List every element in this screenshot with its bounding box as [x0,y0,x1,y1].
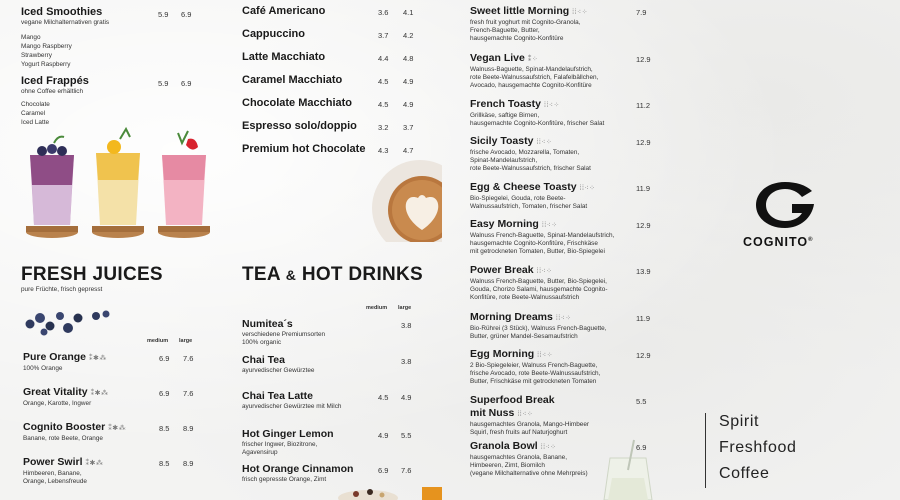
tagline-word: Coffee [719,465,770,482]
list-item [242,354,422,390]
diet-icons: ⁞⁞⁖⁘ [536,139,553,146]
juices-heading: FRESH JUICES [21,264,163,285]
flavor-item: Mango [21,34,41,41]
tea-heading-amp: & [285,267,297,283]
price-large: 4.9 [403,77,414,86]
item-name [470,52,660,66]
latte-art-image [368,160,442,242]
price-large: 7.6 [183,354,194,363]
price: 7.9 [636,8,647,17]
diet-icons: ⁑✱⁂ [85,460,104,467]
list-item [23,351,203,386]
item-desc: Walnuss French-Baguette, Butter, Bio-Spiegelei, Gouda, Chorizo Salami, hausgemachte Cognito- Konfitüre, rote Beete-Walnussaufstrich [470,278,608,301]
item-name: Latte Macchiato [242,51,326,63]
granola-image-fragment [318,484,442,500]
item-name-text: Power Break [470,264,534,276]
item-desc: Bio-Rührei (3 Stück), Walnuss French-Baguette, Butter, grüner Mandel-Sesamaufstrich [470,325,607,340]
price-medium: 6.9 [159,354,170,363]
price: 11.9 [636,314,651,323]
smoothie-cups-image [10,125,220,243]
price-large: 7.6 [183,389,194,398]
item-desc: fresh fruit yoghurt mit Cognito-Granola, French-Baguette, Butter, hausgemachte Cognito-Konfitüre [470,19,581,42]
item-name [470,218,660,232]
item-name: Chai Tea [242,354,285,366]
item-desc: Bio-Spiegelei, Gouda, rote Beete- Walnussaufstrich, Tomaten, frischer Salat [470,195,588,210]
flavor-item: Mango Raspberry [21,43,72,50]
list-item [242,28,422,51]
frappes-subtitle: ohne Coffee erhältlich [21,88,84,95]
price-large: 4.9 [403,100,414,109]
item-name: Café Americano [242,5,326,17]
item-desc: verschiedene Premiumsorten 100% organic [242,331,326,346]
item-name-text: Sweet little Morning [470,5,570,17]
item-desc: Banane, rote Beete, Orange [23,435,103,442]
item-desc: frisch gepresste Orange, Zimt [242,476,327,483]
diet-icons: ⁞⁞⁖⁘ [541,222,558,229]
tea-col-large: large [398,305,412,311]
blueberries-image [18,302,113,338]
price-large: 4.9 [401,393,412,402]
tea-heading-part: HOT DRINKS [301,264,424,285]
price: 12.9 [636,351,651,360]
item-desc: ayurvedischer Gewürztee [242,367,315,374]
juices-list [23,351,203,491]
flavor-item: Iced Latte [21,119,50,126]
price-large: 3.7 [403,123,414,132]
juices-col-medium: medium [147,338,169,344]
diet-icons: ⁞⁞⁖⁘ [555,315,572,322]
price: 13.9 [636,267,651,276]
list-item [242,390,422,428]
item-desc: frischer Ingwer, Biozitrone, Agavensirup [242,441,318,456]
diet-icons: ⁑✱⁂ [108,425,127,432]
frappes-price-large: 6.9 [181,79,192,88]
list-item [470,218,660,264]
item-name [23,421,203,435]
list-item [242,5,422,28]
price-large: 3.8 [401,321,412,330]
list-item [242,74,422,97]
list-item [242,428,422,463]
diet-icons: ⁞⁞⁖⁘ [544,102,560,109]
item-name: Chai Tea Latte [242,390,313,402]
list-item [470,311,660,348]
item-name [470,181,660,195]
brand-name [743,235,814,249]
coffee-list [242,5,422,166]
flavor-item: Strawberry [21,52,52,59]
smoothies-section [21,6,211,69]
item-name [470,135,660,149]
diet-icons: ⁞⁞⁖⁘ [572,9,589,16]
smoothies-price-large: 6.9 [181,10,192,19]
item-desc: Walnuss French-Baguette, Spinat-Mandelaufstrich, hausgemachte Cognito-Konfitüre, Frischkäse mit getrockneten Tomaten, Butter, Bio-Spiegelei [470,232,615,255]
price-medium: 4.5 [378,77,389,86]
brand-name-text: COGNITO [743,235,809,249]
item-name [23,386,203,400]
price-large: 4.8 [403,54,414,63]
list-item [470,264,660,311]
frappes-title: Iced Frappés [21,75,89,87]
tea-heading-part: TEA [242,264,281,285]
price: 6.9 [636,443,647,452]
item-name [470,264,660,278]
list-item [470,348,660,394]
diet-icons: ⁑⁘ [527,56,539,63]
diet-icons: ⁞⁞⁖⁘ [540,444,557,451]
list-item [470,98,660,135]
item-name: Espresso solo/doppio [242,120,357,132]
price-medium: 3.6 [378,8,389,17]
list-item [23,421,203,456]
frappes-flavors [21,100,211,127]
item-name-text: French Toasty [470,98,541,110]
flavor-item: Chocolate [21,101,50,108]
item-desc: ayurvedischer Gewürztee mit Milch [242,403,342,410]
item-name-text: Great Vitality [23,386,88,398]
smoothies-price-medium: 5.9 [158,10,169,19]
price: 5.5 [636,397,647,406]
list-item [470,52,660,98]
price-large: 4.7 [403,146,414,155]
price: 12.9 [636,221,651,230]
item-desc: 100% Orange [23,365,63,372]
item-name-text: Vegan Live [470,52,525,64]
tagline-divider [705,413,706,488]
smoothies-flavors [21,33,211,69]
registered-mark: ® [808,236,814,243]
price-large: 5.5 [401,431,412,440]
price: 11.9 [636,184,651,193]
frappes-section [21,75,211,127]
price: 11.2 [636,101,651,110]
item-desc: hausgemachtes Granola, Banane, Himbeeren, Zimt, Biomilch (vegane Milchalternative ohne Mehrpreis) [470,454,588,477]
item-name [470,311,660,325]
list-item [242,51,422,74]
brand-tagline [719,413,796,491]
item-name-text: Egg & Cheese Toasty [470,181,577,193]
item-name [470,394,660,421]
tea-heading [242,264,423,286]
item-name [470,5,660,19]
price-large: 7.6 [401,466,412,475]
flavor-item: Yogurt Raspberry [21,61,71,68]
list-item [242,120,422,143]
item-name: Hot Ginger Lemon [242,428,334,440]
item-name-text: Power Swirl [23,456,83,468]
diet-icons: ⁞⁞⁖⁘ [517,411,534,418]
list-item [242,318,422,354]
list-item [470,394,660,440]
glass-image-fragment [590,438,660,500]
price-medium: 6.9 [159,389,170,398]
list-item [470,135,660,181]
item-name [23,456,203,470]
price-medium: 4.4 [378,54,389,63]
tagline-word: Freshfood [719,439,797,456]
price: 12.9 [636,55,651,64]
item-desc: 2 Bio-Spiegeleier, Walnuss French-Baguette, frische Avocado, rote Beete-Walnussaufstrich, Butter, Frischkäse mit getrockneten Tomaten [470,362,601,385]
price-large: 3.8 [401,357,412,366]
food-list [470,5,660,480]
tea-col-medium: medium [366,305,388,311]
item-name: Chocolate Macchiato [242,97,353,109]
smoothies-title: Iced Smoothies [21,6,103,18]
price-medium: 4.9 [378,431,389,440]
price-large: 4.2 [403,31,414,40]
item-name-text: Egg Morning [470,348,535,360]
cognito-logo-icon [754,180,816,230]
price-medium: 8.5 [159,459,170,468]
price-medium: 8.5 [159,424,170,433]
price-medium: 3.7 [378,31,389,40]
price-large: 8.9 [183,459,194,468]
item-name: Premium hot Chocolate [242,143,366,155]
flavor-item: Caramel [21,110,46,117]
item-desc: frische Avocado, Mozzarella, Tomaten, Spinat-Mandelaufstrich, rote Beete-Walnussaufstrich, frischer Salat [470,149,591,172]
diet-icons: ⁑✱⁂ [89,355,107,362]
item-desc: Grillkäse, saftige Birnen, hausgemachte Cognito-Konfitüre, frischer Salat [470,112,605,127]
juices-subheading: pure Früchte, frisch gepresst [21,286,103,293]
price-large: 8.9 [183,424,194,433]
item-name: Caramel Macchiato [242,74,343,86]
diet-icons: ⁞⁞⁖⁘ [579,185,596,192]
price-medium: 6.9 [378,466,389,475]
item-name-text: Pure Orange [23,351,87,363]
item-desc: Orange, Karotte, Ingwer [23,400,92,407]
tea-list [242,318,422,493]
smoothies-subtitle: vegane Milchalternativen gratis [21,19,110,26]
item-name [470,348,660,362]
price-medium: 4.5 [378,100,389,109]
list-item [23,386,203,421]
price-large: 4.1 [403,8,414,17]
item-name-text: Easy Morning [470,218,539,230]
item-name: Cappuccino [242,28,305,40]
list-item [23,456,203,491]
price-medium: 4.5 [378,393,389,402]
diet-icons: ⁑✱⁂ [90,390,109,397]
diet-icons: ⁞⁞⁖⁘ [536,268,553,275]
item-name-text: Superfood Break mit Nuss [470,394,555,419]
frappes-price-medium: 5.9 [158,79,169,88]
item-name: Numitea´s [242,318,293,330]
item-name [470,98,660,112]
price: 12.9 [636,138,651,147]
item-desc: Walnuss-Baguette, Spinat-Mandelaufstrich, rote Beete-Walnussaufstrich, Falafelbällchen, Avocado, hausgemachte Cognito-Konfitüre [470,66,599,89]
item-name [23,351,203,365]
item-name-text: Granola Bowl [470,440,538,452]
item-name: Hot Orange Cinnamon [242,463,354,475]
diet-icons: ⁞⁞⁖⁘ [537,352,554,359]
item-name-text: Cognito Booster [23,421,106,433]
item-desc: hausgemachtes Granola, Mango-Himbeer Squirl, fresh fruits auf Naturjoghurt [470,421,589,436]
list-item [470,5,660,52]
price-medium: 3.2 [378,123,389,132]
item-name-text: Morning Dreams [470,311,553,323]
item-name-text: Sicily Toasty [470,135,534,147]
list-item [470,181,660,218]
juices-col-large: large [179,338,193,344]
item-desc: Himbeeren, Banane, Orange, Lebensfreude [23,470,87,485]
list-item [242,97,422,120]
tagline-word: Spirit [719,413,760,430]
price-medium: 4.3 [378,146,389,155]
